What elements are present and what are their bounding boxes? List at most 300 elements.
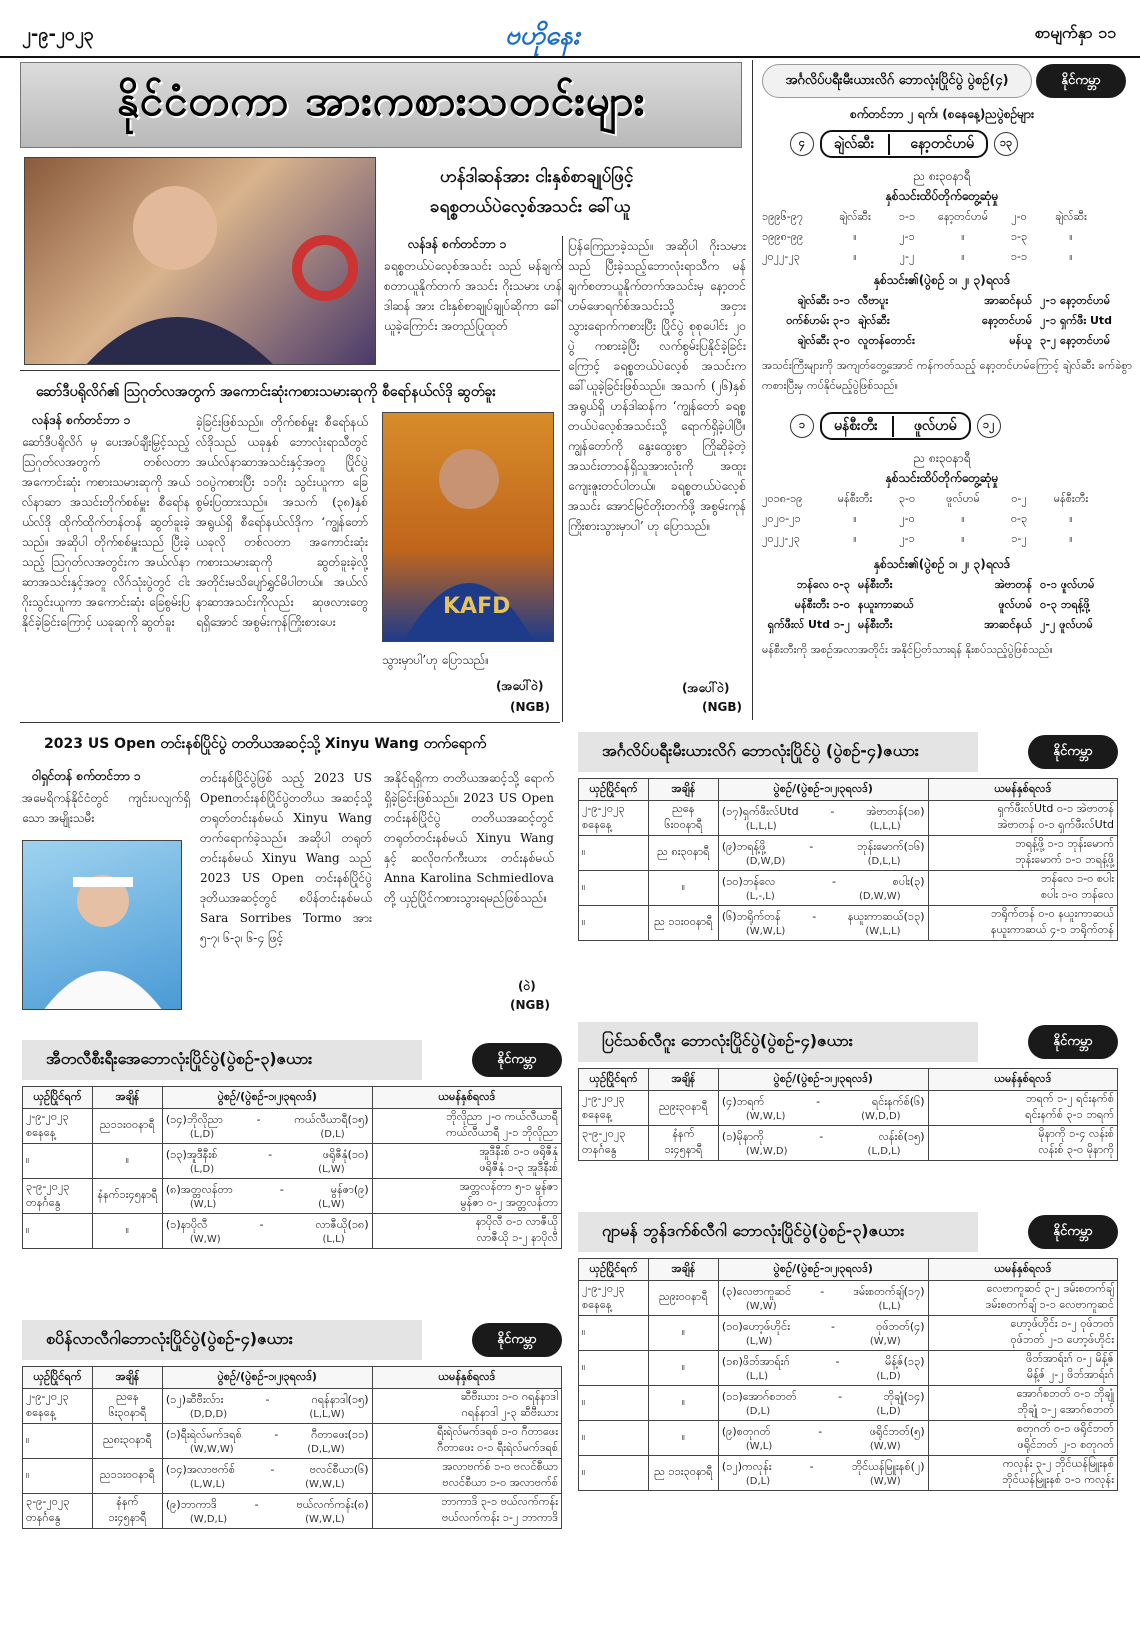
col-header-result: ယမန်နှစ်ရလဒ် [928,1069,1117,1091]
last-year-result [928,906,1117,941]
bundesliga-section [578,1212,1118,1491]
recent-row [762,576,1132,596]
away-form: (D,W,W) [858,890,901,902]
table-header-bar [578,1022,1118,1062]
match-time: ။ [648,871,718,906]
match1-home: ချဲလ်ဆီး [834,134,890,155]
fixture-form [166,1479,369,1490]
date-cell [23,1459,93,1494]
fixture-teams [722,875,925,891]
col-header-fixture: ပွဲစဉ်/(ပွဲစဉ်-၁၊၂၊၃ရလဒ်) [162,1087,372,1109]
sidebar-subtitle: စက်တင်ဘာ ၂ ရက်၊ (စနေနေ့)ညပွဲစဉ်များ [849,107,1035,121]
col-header-date: ယှဉ်ပြိုင်ရက် [579,1259,649,1281]
result-home-leg: စတုဂတ် ၀-၁ ဖရိုင်ဘတ် [1016,1422,1114,1435]
match-date: ၃-၉-၂၀၂၃ [26,1495,70,1508]
h2h-cell: ၂-၀ [899,512,915,525]
result-away-leg: အဲဗာတန် ၀-၁ ရှက်ဖီးလ်Utd [997,818,1114,831]
sidebar-badge: နိုင်ကမ္ဘာ [1036,64,1126,98]
vs-dash: - [268,1147,273,1161]
recent-cell: လူတန်တောင်း [858,334,915,347]
last-year-result [928,836,1117,871]
h2h-row [762,248,1132,268]
fixture-cell [162,1179,372,1214]
match-date: ၂-၉-၂၀၂၃ [26,1110,69,1123]
premier-league-section [578,732,1118,941]
last-year-result [928,801,1117,836]
result-away-leg: မိန့်ဇ် ၂-၂ ဖိဘ်အာရ်းဂ် [1026,1368,1114,1381]
fixture-teams [166,1393,369,1409]
vs-dash: - [254,1497,259,1511]
recent-cell: မန်ယူ [1009,334,1032,347]
fixture-form [722,891,925,902]
article2-byline: လန်ဒန် စက်တင်ဘာ ၁ [32,413,131,427]
home-form: (L,W,L) [189,1478,226,1490]
result-home-leg: ဘရိုက်တန် ၀-၀ နယူးကာဆယ် [990,907,1114,920]
away-team: လာဇီယို(၁၈) [315,1217,369,1231]
article1-byline: လန်ဒန် စက်တင်ဘာ ၁ [408,237,507,251]
vs-dash: - [820,1284,825,1298]
recent-row [762,312,1132,332]
date-cell [579,1281,649,1316]
fixture-teams [166,1428,369,1444]
match-time: ည ၁၁း၃၀နာရီ [648,1456,718,1491]
away-team: မွန်ဇာ(၉) [330,1182,369,1196]
match2-away: ဖူလ်ဟမ် [913,417,957,434]
col-header-date: ယှဉ်ပြိုင်ရက် [23,1367,93,1389]
h2h-row [762,228,1132,248]
table-row [579,871,1118,906]
home-form: (D,L) [745,1405,771,1417]
home-team: (၁)မိုနာကို [721,1129,764,1143]
col-header-time: အချိန် [648,1069,718,1091]
result-away-leg: ဗလင်စီယာ ၁-၀ အလာဗက်စ် [442,1476,558,1489]
result-away-leg: ဘုန်းမောက် ၁-၁ ဘရန့်ဖို့ [1015,853,1114,866]
result-away-leg: လန်းစ် ၃-၀ မိုနာကို [1038,1143,1114,1156]
h2h-cell: ၀-၃ [1010,512,1028,525]
recent-cell: အဲဗာတန် [994,578,1032,591]
match1-time: ည ၈း၃၀နာရီ [913,169,971,183]
h2h-row [762,510,1132,530]
table-title: စပိန်လာလီဂါဘောလုံးပြိုင်ပွဲ(ပွဲစဉ်-၄)ဇယား [22,1320,422,1360]
table-row [23,1424,562,1459]
h2h-cell: ။ [961,230,965,243]
table-header-bar [22,1040,562,1080]
away-team: ကယ်လီယာရီ(၁၅) [294,1112,369,1126]
page-number: စာမျက်နှာ ၁၁ [1034,23,1116,42]
player-photo-icon [383,413,554,642]
h2h-cell: နော့တင်ဟမ် [937,210,989,223]
h2h-cell: ၂၀၂၂-၂၃ [762,532,800,545]
h2h-cell: ။ [853,532,857,545]
result-away-leg: နယူးကာဆယ် ၄-၁ ဘရိုက်တန် [990,923,1114,936]
column-divider [562,236,563,722]
last-year-result [372,1459,561,1494]
table-badge: နိုင်ကမ္ဘာ [472,1323,562,1357]
away-team: ဖရိုဇီနုံ(၁၀) [322,1147,369,1161]
home-form: (D,D,D) [189,1408,228,1420]
last-year-result [372,1494,561,1529]
home-form: (W,W,D) [745,1145,788,1157]
table-row [579,1316,1118,1351]
home-form: (W,W) [745,1300,777,1312]
article3-headline: 2023 US Open တင်းနစ်ပြိုင်ပွဲ တတိယအဆင့်သို့ Xinyu Wang တက်ရောက် [44,736,487,752]
table-row [579,1281,1118,1316]
away-form: (L,D,L) [867,1145,901,1157]
table-head-row [579,1259,1118,1281]
table-title: အင်္ဂလိပ်ပရီးမီးယားလိဂ် ဘောလုံးပြိုင်ပွဲ (ပွဲစဉ်-၄)ဇယား [578,732,978,772]
table-header-bar [22,1320,562,1360]
result-away-leg: စပါး ၁-၀ ဘန်လေ [1040,888,1114,901]
fixture-form [722,1146,925,1157]
vs-dash: - [832,874,836,888]
match-date: ။ [582,845,586,858]
article2-col2: ခဲ့ခြင်းဖြစ်သည်။ တိုက်စစ်မှူး စီရော်နယ်လ်ဒိုသည် ယခုနှစ် ဘောလုံးရာသီတွင် အယ်လ်နာဆာအသင်းနှင့်အတူ ပြိုင်ပွဲ ၁၀ပွဲကစားပြီး ၁၁ဂိုး သွင်းယူကာ ခြေစွမ်းပြထားသည်။ အသက် (၃၈)နှစ်အရွယ်ရှိ စီရော်နယ်လ်ဒိုက ‘ကျွန်တော် ယခုလို တစ်လတာ အကောင်းဆုံး ကစားသမားဆုကို ဆွတ်ခူးခဲ့လို့ အတိုင်းမသိပျော်ရွှင်မိပါတယ်။ အယ်လ်နာဆာအသင်းကိုလည်း ဆုဖလားတွေ ရရှိအောင် အစွမ်းကုန်ကြိုးစားပေး [196,415,368,629]
away-team: ဝုဖ်ဘတ်(၄) [876,1319,925,1333]
article1-col1: ခရစ္စတယ်ပဲလေ့စ်အသင်း သည် မန်ချက်စတာယူနိုက်တက် အသင်း ဂိုးသမား ဟန်ဒါဆန် အား ငါးနှစ်စာချုပ်ချုပ်ဆိုကာ ခေါ်ယူခဲ့ကြောင်း အတည်ပြုထုတ် [384,259,562,333]
article3-byline: ဝါရှင်တန် စက်တင်ဘာ ၁ [32,769,141,783]
h2h-cell: ၂၀၂၂-၂၃ [762,250,800,263]
match2-recent-title: နှစ်သင်း၏(ပွဲစဉ် ၁၊ ၂၊ ၃)ရလဒ် [873,557,1011,571]
result-away-leg: ဒမ်းစတက်ချ် ၁-၁ လေဗာကူဆင် [985,1298,1114,1311]
result-away-leg: ရင်းနက်စ် ၃-၁ ဘရက် [1025,1108,1114,1121]
h2h-cell: ၂၀၂၀-၂၁ [762,512,801,525]
match-time: ။ [648,1316,718,1351]
away-form: (L,W) [318,1163,345,1175]
col-header-date: ယှဉ်ပြိုင်ရက် [579,779,649,801]
svg-text:KAFD: KAFD [443,594,511,619]
vs-dash: - [809,1459,814,1473]
h2h-row [762,208,1132,228]
recent-cell: နယူးကာဆယ် [858,598,914,611]
table-row [579,1091,1118,1126]
date-cell [579,906,649,941]
match-time: ည၈း၃၀နာရီ [92,1424,162,1459]
h2h-cell: ။ [1069,250,1073,263]
fixture-form [722,821,925,832]
fixture-teams [722,910,925,926]
last-year-result [372,1389,561,1424]
table-row [23,1214,562,1249]
result-home-leg: ဘာကာဒိ ၃-၁ ဗယ်လက်ကန်း [441,1495,558,1508]
h2h-cell: ။ [853,250,857,263]
away-team: ဘိုင်ယန်မြူးနစ်(၂) [851,1459,925,1473]
result-away-leg: ဂီတာဖေး ၀-၁ ရီးရဲလ်မက်ဒရစ် [437,1441,558,1454]
match-time: ည၉း၃၀နာရီ [648,1091,718,1126]
vs-dash: - [831,1319,836,1333]
away-form: (L,D) [876,1405,901,1417]
recent-cell: ဝက်စ်ဟမ်း ၃-၁ [786,314,850,327]
table-badge: နိုင်ကမ္ဘာ [472,1043,562,1077]
fixture-teams [166,1113,369,1129]
home-team: (၉)ဘာကာဒိ [165,1497,217,1511]
result-home-leg: ဘိုလိုညာ ၂-၀ ကယ်လီယာရီ [446,1110,558,1123]
home-form: (W,W,L) [745,1110,786,1122]
vs-dash: - [812,909,817,923]
fixture-teams [166,1498,369,1514]
h2h-cell: ၂၀၁၈-၁၉ [762,492,803,505]
vs-dash: - [270,1462,275,1476]
section-banner: နိုင်ငံတကာ အားကစားသတင်းများ [20,62,742,148]
date-cell [579,1421,649,1456]
recent-cell: ၀-၁ ဖူလ်ဟမ် [1040,578,1095,591]
match2-home-rank: ၁ [790,414,814,438]
home-form: (D,L) [745,1475,771,1487]
h2h-cell: မန်စီးတီး [837,492,873,505]
vs-dash: - [830,804,835,818]
match-date: ။ [26,1433,30,1446]
fixture-cell [718,1316,928,1351]
fixture-cell [718,1126,928,1161]
table-head-row [23,1087,562,1109]
away-form: (W,W) [869,1440,901,1452]
match-day: စနေနေ့ [582,1108,612,1121]
vs-dash: - [838,1389,843,1403]
match-date: ၃-၉-၂၀၂၃ [582,1127,626,1140]
home-team: (၁)ရီးရဲလ်မက်ဒရစ် [165,1427,242,1441]
away-form: (W,W,L) [305,1478,345,1490]
fixture-cell [718,801,928,836]
away-team: ဗလင်စီယာ(၆) [309,1462,369,1476]
last-year-result [928,1386,1117,1421]
article1-headline-1: ဟန်ဒါဆန်အား ငါးနှစ်စာချုပ်ဖြင့် [440,167,634,187]
h2h-cell: ၁-၃ [1010,230,1028,243]
match1-h2h-list [762,208,1132,268]
fixture-table [22,1086,562,1249]
fixture-form [166,1514,369,1525]
recent-row [762,596,1132,616]
fixture-table [578,1068,1118,1161]
home-team: (၉)ဘရန့်ဖို့ [721,839,766,853]
date-cell [579,1091,649,1126]
col-header-result: ယမန်နှစ်ရလဒ် [928,1259,1117,1281]
date-cell [579,1386,649,1421]
h2h-cell: ။ [853,230,857,243]
fixture-cell [162,1109,372,1144]
result-away-leg: မွန်ဇာ ၀-၂ အတ္တလန်တာ [460,1196,558,1209]
fixture-teams [722,1095,925,1111]
fixture-form [722,1371,925,1382]
fixture-cell [718,871,928,906]
col-header-time: အချိန် [648,779,718,801]
col-header-fixture: ပွဲစဉ်/(ပွဲစဉ်-၁၊၂၊၃ရလဒ်) [162,1367,372,1389]
table-row [23,1109,562,1144]
match-date: ။ [582,1465,586,1478]
last-year-result [372,1179,561,1214]
fixture-form [722,926,925,937]
match-time: နံနက် ၁း၄၅နာရီ [648,1126,718,1161]
table-title: ပြင်သစ်လီဂူး ဘောလုံးပြိုင်ပွဲ(ပွဲစဉ်-၄)ဇယား [578,1022,978,1062]
fixture-cell [718,1421,928,1456]
fixture-form [722,1441,925,1452]
last-year-result [928,1316,1117,1351]
col-header-result: ယမန်နှစ်ရလဒ် [372,1367,561,1389]
vs-dash: - [274,1427,279,1441]
fixture-cell [718,1351,928,1386]
match-date: ။ [582,880,586,893]
fixture-cell [162,1494,372,1529]
match-day: တနင်္ဂနွေ [582,1143,617,1156]
col-header-time: အချိန် [92,1087,162,1109]
table-badge: နိုင်ကမ္ဘာ [1028,735,1118,769]
match-date: ။ [26,1153,30,1166]
recent-cell: လီဗာပူး [858,294,889,307]
result-home-leg: အူဒီနီးစ် ၁-၁ ဖရိုဇီနုံ [479,1145,558,1158]
match1-home-rank: ၄ [790,132,814,156]
match2-home: မန်စီးတီး [834,416,894,437]
match-time: ။ [648,1386,718,1421]
table-row [23,1179,562,1214]
col-header-date: ယှဉ်ပြိုင်ရက် [579,1069,649,1091]
table-row [579,1386,1118,1421]
h2h-row [762,530,1132,550]
match-time: ။ [92,1214,162,1249]
match2-away-rank: ၁၂ [977,414,1001,438]
col-header-date: ယှဉ်ပြိုင်ရက် [23,1087,93,1109]
fixture-table [578,778,1118,941]
sidebar-title: အင်္ဂလိပ်ပရီးမီးယားလိဂ် ဘောလုံးပြိုင်ပွဲ ပွဲစဉ်(၄) [762,64,1032,98]
vs-dash: - [256,1112,261,1126]
h2h-cell: ၂-၀ [1011,210,1027,223]
home-form: (L,D) [189,1163,215,1175]
away-team: ဒမ်းစတက်ချ်(၁၇) [853,1284,925,1298]
home-team: (၁၀)ဟော့ဖ်ဟိုင်း [721,1319,791,1333]
result-away-leg: ဖရိုဇီနုံ ၁-၃ အူဒီနီးစ် [479,1161,558,1174]
date-cell [579,1456,649,1491]
article3-credit-agency: (NGB) [510,998,551,1012]
result-away-leg: ကယ်လီယာရီ ၂-၁ ဘိုလိုညာ [446,1126,558,1139]
match-time: ည ၈း၃၀နာရီ [648,836,718,871]
table-row [23,1459,562,1494]
home-team: (၁၃)အူဒီနီးစ် [165,1147,218,1161]
match-time: ညနေ ၆း၃၀နာရီ [92,1389,162,1424]
result-home-leg: ဘရန့်ဖို့ ၁-၁ ဘုန်းမောက် [1015,837,1114,850]
home-form: (L,L,L) [745,820,777,832]
last-year-result [928,871,1117,906]
table-head-row [579,779,1118,801]
recent-cell: ၂-၂ ဖူလ်ဟမ် [1040,618,1093,631]
match1-recent-title: နှစ်သင်း၏(ပွဲစဉ် ၁၊ ၂၊ ၃)ရလဒ် [873,273,1011,287]
photo-ronaldo [382,412,554,642]
article1-col2: ပြန်ကြေညာခဲ့သည်။ အဆိုပါ ဂိုးသမားသည် ပြီးခဲ့သည့်ဘောလုံးရာသီက မန်ချက်စတာယူနိုက်တက်အသင်းမှ နော့တင်ဟမ်ဖောရက်စ်အသင်းသို့ အငှားသွားရောက်ကစားပြီး ပြိုင်ပွဲ စုစုပေါင်း ၂၀ ပွဲ ကစားခဲ့ပြီး လက်စွမ်းပြနိုင်ခဲ့ခြင်းကြောင့် ခရစ္စတယ်ပဲလေ့စ် အသင်းက ခေါ်ယူခဲ့ခြင်းဖြစ်သည်။ အသက် (၂၆)နှစ်အရွယ်ရှိ ဟန်ဒါဆန်က ‘ကျွန်တော် ခရစ္စတယ်ပဲလေ့စ်အသင်းသို့ ရောက်ရှိခဲ့ပါပြီ။ ကျွန်တော်ကို နွေးထွေးစွာ ကြိုဆိုခဲ့တဲ့ အသင်းတာဝန်ရှိသူအားလုံးကို အထူးကျေးဇူးတင်ပါတယ်။ ခရစ္စတယ်ပဲလေ့စ်အသင်း အောင်မြင်တိုးတက်ဖို့ အစွမ်းကုန် ကြိုးစားသွားမှာပါ’ ဟု ပြောသည်။ [568,239,746,533]
match-date: ။ [582,1430,586,1443]
recent-cell: ၃-၂ နော့တင်ဟမ် [1040,334,1111,347]
recent-cell: ၂-၁ ရှက်ဖီး Utd [1040,314,1113,327]
fixture-teams [722,1320,925,1336]
fixture-teams [722,1460,925,1476]
away-form: (W,L,L) [865,925,901,937]
h2h-cell: ၂-၁ [899,532,915,545]
recent-cell: မန်စီးတီး [858,618,893,631]
away-form: (L,L,L) [869,820,901,832]
away-form: (D,L,W) [307,1443,345,1455]
col-header-result: ယမန်နှစ်ရလဒ် [372,1087,561,1109]
fixture-form [166,1129,369,1140]
fixture-teams [722,840,925,856]
home-form: (W,W,L) [745,925,786,937]
article3-intro: အမေရိကန်နိုင်ငံတွင် ကျင်းပလျက်ရှိသော အမျိုးသမီး [22,791,190,825]
result-away-leg: ဂရန်နာဒါ ၂-၃ ဆီဗီးယား [461,1406,558,1419]
article2-headline: ဆော်ဒီပရိုလိဂ်၏ ဩဂုတ်လအတွက် အကောင်းဆုံးကစားသမားဆုကို စီရော်နယ်လ်ဒို ဆွတ်ခူး [36,384,496,400]
result-home-leg: ဘရက် ၁-၂ ရင်းနက်စ် [1025,1092,1114,1105]
match-time: ည၉း၀၀နာရီ [648,1281,718,1316]
away-form: (W,W) [869,1475,901,1487]
home-team: (၄)ဘရက် [721,1094,765,1108]
result-away-leg: လာဇီယို ၁-၂ နာပိုလီ [476,1231,558,1244]
recent-cell: ချဲလ်ဆီး ၃-၀ [797,334,850,347]
date-cell [579,836,649,871]
h2h-cell: ။ [853,512,857,525]
away-form: (W,D,D) [861,1110,901,1122]
match1-bar [790,130,1018,158]
home-form: (L,-,L) [745,890,775,902]
h2h-cell: ၀-၂ [1011,492,1027,505]
home-form: (L,L) [745,1370,768,1382]
article3-col2: တင်းနစ်ပြိုင်ပွဲဖြစ် သည့် 2023 US Openတင်းနစ်ပြိုင်ပွဲတတိယ အဆင့်သို့ တရုတ်တင်းနစ်မယ် Xinyu Wang တက်ရောက်ခဲ့သည်။ အဆိုပါ တရုတ်တင်းနစ်မယ် Xinyu Wang သည် 2023 US Open တင်းနစ်ပြိုင်ပွဲ ဒုတိယအဆင့်တွင် စပိန်တင်းနစ်မယ် Sara Sorribes Tormo အား ၅-၇၊ ၆-၃၊ ၆-၄ ဖြင့် [200,771,372,945]
photo-henderson [24,157,376,365]
laliga-section [22,1320,562,1529]
home-team: (၁၇)ရှက်ဖီးလ်Utd [721,804,799,818]
fixture-teams [166,1218,369,1234]
home-team: (၁၈)ဖိဘ်အာရ်းဂ် [721,1354,790,1368]
table-title: အီတလီစီးရီးအေဘောလုံးပြိုင်ပွဲ(ပွဲစဉ်-၃)ဇယား [22,1040,422,1080]
serie-a-section [22,1040,562,1249]
vs-dash: - [265,1392,270,1406]
match1-away-rank: ၁၃ [994,132,1018,156]
recent-row [762,616,1132,636]
last-year-result [928,1456,1117,1491]
fixture-teams [722,1130,925,1146]
photo-xinyu-wang [22,840,182,1010]
h2h-row [762,490,1132,510]
fixture-cell [162,1214,372,1249]
h2h-cell: ။ [1069,532,1073,545]
away-form: (L,L) [322,1233,345,1245]
away-team: မိန့်ဇ်(၁၃) [885,1354,925,1368]
away-form: (L,W) [318,1198,345,1210]
fixture-cell [718,906,928,941]
away-form: (D,L,L) [867,855,901,867]
away-team: ဘိုချုံ(၁၄) [883,1389,925,1403]
match-time: ။ [92,1144,162,1179]
table-row [579,906,1118,941]
fixture-teams [722,1285,925,1301]
table-row [579,1456,1118,1491]
table-row [579,836,1118,871]
result-home-leg: ရီးရဲလ်မက်ဒရစ် ၁-၀ ဂီတာဖေး [437,1425,558,1438]
away-team: လန်းစ်(၁၅) [878,1129,925,1143]
match-date: ၂-၉-၂၀၂၃ [582,1092,625,1105]
last-year-result [372,1144,561,1179]
fixture-form [722,1111,925,1122]
home-team: (၃)လေဗာကူဆင် [721,1284,792,1298]
h2h-cell: မန်စီးတီး [1053,492,1089,505]
match1-recent-list [762,292,1132,352]
match-day: စနေနေ့ [582,1298,612,1311]
last-year-result [928,1421,1117,1456]
fixture-cell [162,1459,372,1494]
recent-cell: အာဆင်နယ် [984,294,1032,307]
fixture-table [22,1366,562,1529]
away-team: ဂီတာဖေး(၁၁) [311,1427,369,1441]
fixture-cell [718,1386,928,1421]
col-header-time: အချိန် [92,1367,162,1389]
match-day: စနေနေ့ [26,1406,56,1419]
recent-cell: မန်စီးတီး ၁-၀ [794,598,850,611]
date-cell [23,1109,93,1144]
match-date: ။ [582,1325,586,1338]
table-row [23,1494,562,1529]
result-home-leg: ဟော့ဖ်ဟိုင်း ၁-၂ ဝုဖ်ဘတ် [1010,1317,1114,1330]
